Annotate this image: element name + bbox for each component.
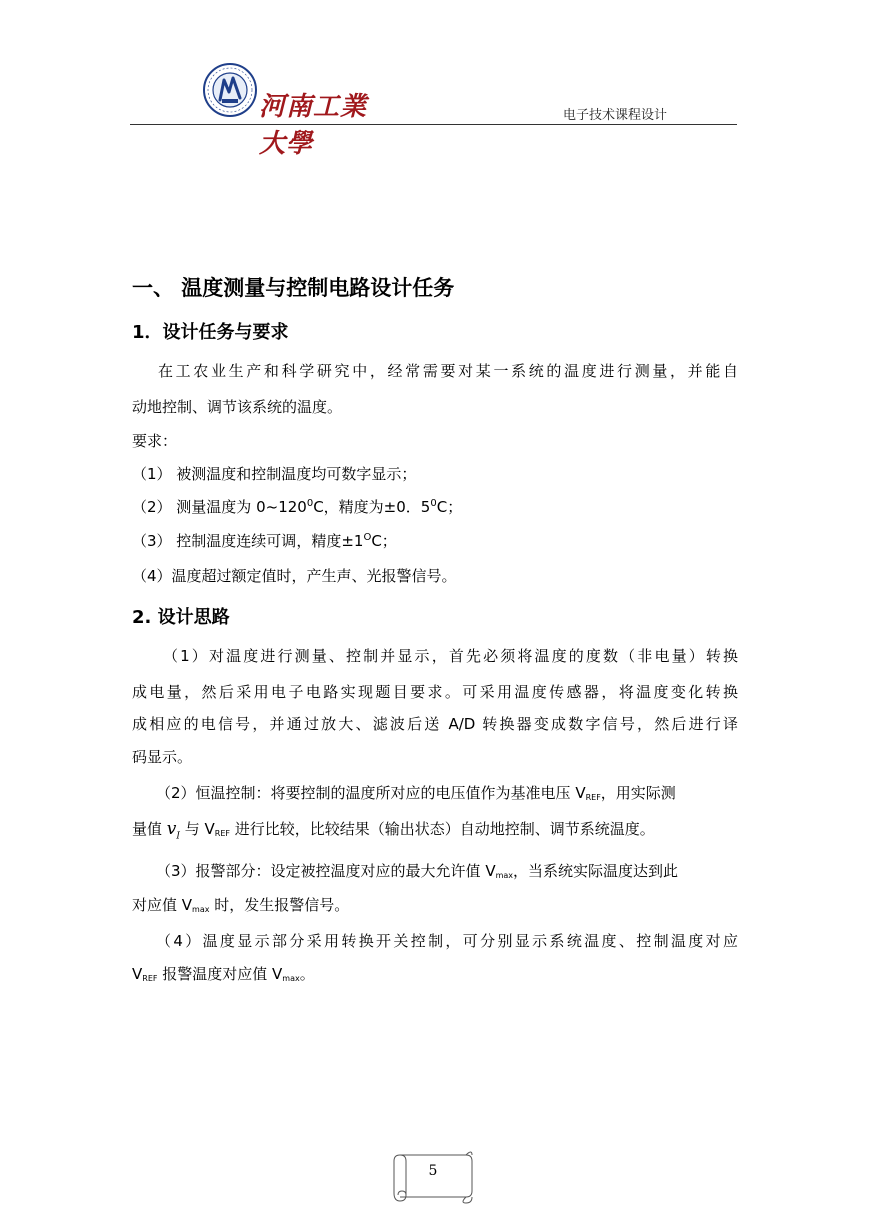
p4-text: 报警温度对应值 V [157,965,283,983]
req2-text: （2） 测量温度为 0~120 [132,498,307,516]
paragraph-line: 在工农业生产和科学研究中，经常需要对某一系统的温度进行测量，并能自 [158,362,738,380]
subscript: I [176,831,180,842]
subscript: REF [142,974,158,983]
course-title: 电子技术课程设计 [562,108,667,123]
university-logo [202,62,392,159]
variable-vi [166,819,180,842]
req3-text: C； [371,532,397,550]
paragraph-line: 动地控制、调节该系统的温度。 [132,398,343,416]
subsection-title-design: 2. 设计思路 [132,607,230,628]
req2-text: C，精度为±0．5 [313,498,431,516]
header-divider [130,124,737,125]
subsection-title-requirements: 1．设计任务与要求 [132,322,289,343]
subscript: max [495,871,514,880]
p2-text: 进行比较，比较结果（输出状态）自动地控制、调节系统温度。 [229,820,655,838]
requirement-item: （1） 被测温度和控制温度均可数字显示； [132,465,417,483]
superscript: 0 [306,498,314,509]
requirement-item [132,530,397,551]
superscript: 0 [430,498,437,509]
p2-text: ，用实际测 [600,784,676,802]
requirement-item: （4）温度超过额定值时，产生声、光报警信号。 [132,567,457,585]
paragraph-line [132,894,349,915]
university-seal-icon [202,62,258,118]
variable-v: v [166,819,177,839]
p4-text: V [132,965,143,983]
paragraph-line: （4）温度显示部分采用转换开关控制，可分别显示系统温度、控制温度对应 [156,932,738,950]
section-title: 一、 温度测量与控制电路设计任务 [132,276,455,300]
subscript: max [192,905,210,914]
paragraph-line: （1）对温度进行测量、控制并显示，首先必须将温度的度数（非电量）转换 [163,647,738,665]
page-number-scroll [390,1147,476,1207]
p2-text: 量值 [132,820,167,838]
university-name: 河南工業大學 [259,92,368,159]
p3-text: 时，发生报警信号。 [209,896,350,914]
paragraph-line: 成电量，然后采用电子电路实现题目要求。可采用温度传感器，将温度变化转换 [132,683,738,701]
requirements-label: 要求： [132,432,178,450]
p2-text: 与 V [179,820,215,838]
p3-text: （3）报警部分：设定被控温度对应的最大允许值 V [156,862,496,880]
paragraph-line: 码显示。 [132,748,193,766]
paragraph-line [156,860,678,881]
subscript: REF [585,793,601,802]
paragraph-line [132,963,315,984]
superscript: O [363,532,372,543]
p4-text: 。 [299,965,315,983]
paragraph-line: 成相应的电信号，并通过放大、滤波后送 A/D 转换器变成数字信号，然后进行译 [132,715,738,733]
p3-text: ，当系统实际温度达到此 [513,862,679,880]
paragraph-line [156,782,676,803]
p3-text: 对应值 V [132,896,193,914]
paragraph-line [132,818,655,841]
subscript: max [282,974,300,983]
subscript: REF [214,829,230,838]
page-number: 5 [428,1163,438,1179]
req3-text: （3） 控制温度连续可调，精度±1 [132,532,364,550]
p2-text: （2）恒温控制：将要控制的温度所对应的电压值作为基准电压 V [156,784,586,802]
requirement-item [132,496,462,517]
page-header [130,60,737,159]
req2-text: C； [436,498,463,516]
